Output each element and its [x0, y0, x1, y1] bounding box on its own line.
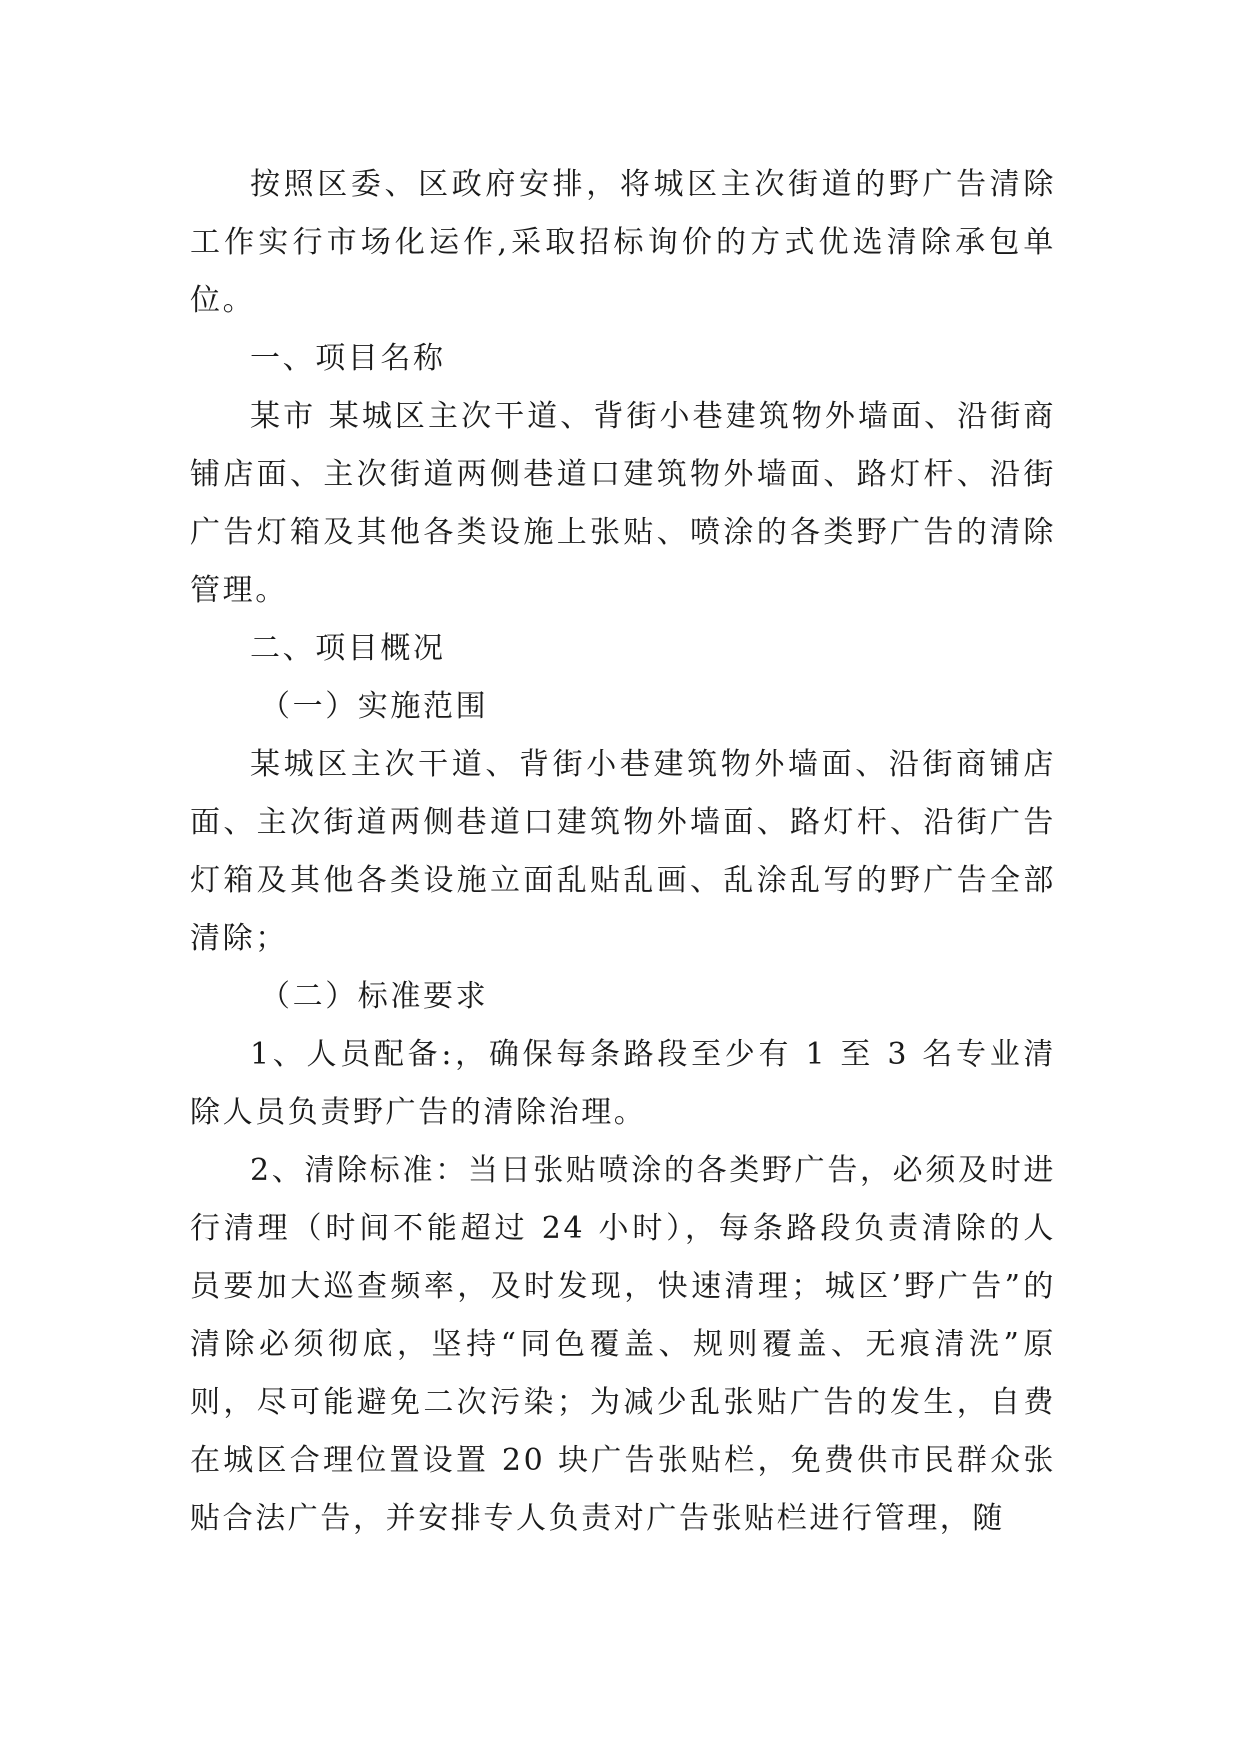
- section-heading-project-overview: 二、项目概况: [250, 631, 446, 666]
- cleaning-standard-paragraph: 2、清除标准：当日张贴喷涂的各类野广告，必须及时进行清理（时间不能超过 24 小时），每条路段负责清除的人员要加大巡查频率，及时发现，快速清理；城区’野广告”的清除必须彻底，坚持“同色覆盖、规则覆盖、无痕清洗”原则，尽可能避免二次污染；为减少乱张贴广告的发生，自费在城区合理位置设置 20 块广告张贴栏，免费供市民群众张贴合法广告，并安排专人负责对广告张贴栏进行管理，随: [190, 1153, 1056, 1536]
- document-body: [190, 156, 1056, 1548]
- staffing-paragraph: 1、人员配备:，确保每条路段至少有 1 至 3 名专业清除人员负责野广告的清除治理。: [190, 1037, 1056, 1130]
- subheading-scope: （一）实施范围: [260, 689, 489, 724]
- intro-paragraph: 按照区委、区政府安排，将城区主次街道的野广告清除工作实行市场化运作,采取招标询价的方式优选清除承包单位。: [190, 167, 1056, 318]
- scope-paragraph: 某城区主次干道、背街小巷建筑物外墙面、沿街商铺店面、主次街道两侧巷道口建筑物外墙面、路灯杆、沿街广告灯箱及其他各类设施立面乱贴乱画、乱涂乱写的野广告全部清除；: [190, 747, 1056, 956]
- subheading-standards: （二）标准要求: [260, 979, 489, 1014]
- project-name-paragraph: 某市 某城区主次干道、背街小巷建筑物外墙面、沿街商铺店面、主次街道两侧巷道口建筑物外墙面、路灯杆、沿街广告灯箱及其他各类设施上张贴、喷涂的各类野广告的清除管理。: [190, 399, 1056, 608]
- section-heading-project-name: 一、项目名称: [250, 341, 446, 376]
